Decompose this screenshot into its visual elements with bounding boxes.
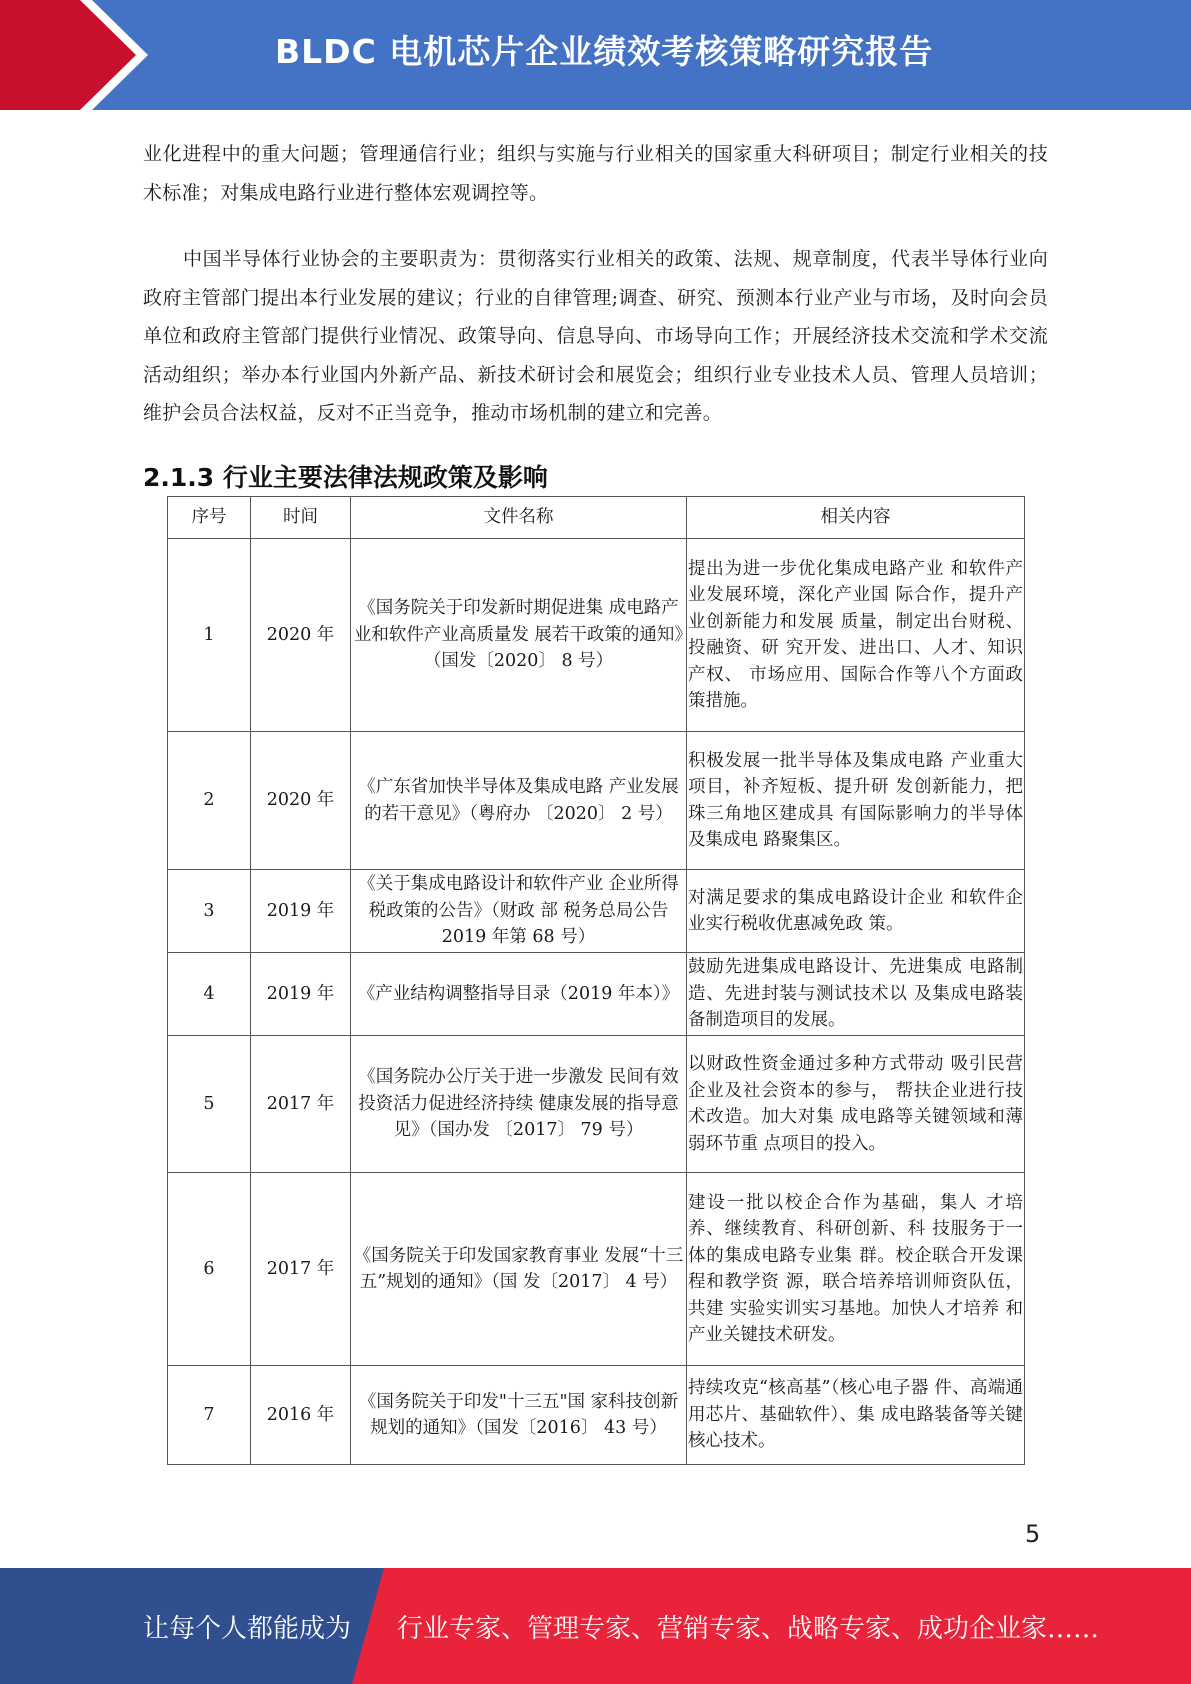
cell-no: 4 <box>168 953 251 1036</box>
cell-time: 2020 年 <box>251 539 351 732</box>
page-footer <box>0 1568 1191 1684</box>
cell-content: 鼓励先进集成电路设计、先进集成 电路制造、先进封装与测试技术以 及集成电路装备制造项目的发展。 <box>687 953 1025 1036</box>
report-title: BLDC 电机芯片企业绩效考核策略研究报告 <box>275 32 934 71</box>
cell-no: 1 <box>168 539 251 732</box>
table-row <box>168 1036 1025 1173</box>
cell-doc: 《国务院关于印发国家教育事业 发展“十三五”规划的通知》（国 发〔2017〕 4 号） <box>351 1173 687 1366</box>
cell-content: 积极发展一批半导体及集成电路 产业重大项目，补齐短板、提升研 发创新能力，把珠三角地区建成具 有国际影响力的半导体及集成电 路聚集区。 <box>687 732 1025 870</box>
table-row <box>168 953 1025 1036</box>
page-number: 5 <box>1025 1520 1041 1548</box>
header-time: 时间 <box>251 497 351 539</box>
cell-time: 2020 年 <box>251 732 351 870</box>
table-row <box>168 1173 1025 1366</box>
cell-doc: 《国务院关于印发新时期促进集 成电路产业和软件产业高质量发 展若干政策的通知》（国发〔2020〕 8 号） <box>351 539 687 732</box>
cell-doc: 《国务院关于印发"十三五"国 家科技创新规划的通知》（国发〔2016〕 43 号） <box>351 1366 687 1465</box>
cell-content: 提出为进一步优化集成电路产业 和软件产业发展环境，深化产业国 际合作，提升产业创新能力和发展 质量，制定出台财税、投融资、研 究开发、进出口、人才、知识产权、 市场应用、国际合作等八个方面政 策措施。 <box>687 539 1025 732</box>
table-row <box>168 732 1025 870</box>
cell-time: 2019 年 <box>251 953 351 1036</box>
cell-time: 2017 年 <box>251 1036 351 1173</box>
cell-no: 7 <box>168 1366 251 1465</box>
cell-doc: 《广东省加快半导体及集成电路 产业发展的若干意见》（粤府办 〔2020〕 2 号） <box>351 732 687 870</box>
cell-content: 对满足要求的集成电路设计企业 和软件企业实行税收优惠减免政 策。 <box>687 870 1025 953</box>
cell-content: 建设一批以校企合作为基础，集人 才培养、继续教育、科研创新、科 技服务于一体的集成电路专业集 群。校企联合开发课程和教学资 源，联合培养培训师资队伍，共建 实验实训实习基地。加快人才培养 和产业关键技术研发。 <box>687 1173 1025 1366</box>
cell-content: 持续攻克“核高基”（核心电子器 件、高端通用芯片、基础软件）、集 成电路装备等关键核心技术。 <box>687 1366 1025 1465</box>
cell-time: 2019 年 <box>251 870 351 953</box>
table-header-row <box>168 497 1025 539</box>
cell-no: 5 <box>168 1036 251 1173</box>
cell-time: 2016 年 <box>251 1366 351 1465</box>
cell-time: 2017 年 <box>251 1173 351 1366</box>
cell-no: 3 <box>168 870 251 953</box>
policy-table <box>167 496 1025 1465</box>
header-content: 相关内容 <box>687 497 1025 539</box>
footer-slogan-right: 行业专家、管理专家、营销专家、战略专家、成功企业家…… <box>397 1614 1100 1644</box>
cell-content: 以财政性资金通过多种方式带动 吸引民营企业及社会资本的参与， 帮扶企业进行技术改造。加大对集 成电路等关键领域和薄弱环节重 点项目的投入。 <box>687 1036 1025 1173</box>
page-header <box>0 0 1191 110</box>
footer-slogan-left: 让每个人都能成为 <box>143 1614 352 1644</box>
paragraph-association-duties: 中国半导体行业协会的主要职责为：贯彻落实行业相关的政策、法规、规章制度，代表半导体行业向政府主管部门提出本行业发展的建议；行业的自律管理;调查、研究、预测本行业产业与市场，及时向会员单位和政府主管部门提供行业情况、政策导向、信息导向、市场导向工作；开展经济技术交流和学术交流活动组织；举办本行业国内外新产品、新技术研讨会和展览会；组织行业专业技术人员、管理人员培训；维护会员合法权益，反对不正当竞争，推动市场机制的建立和完善。 <box>143 248 1048 424</box>
table-row <box>168 1366 1025 1465</box>
paragraph-continuation: 业化进程中的重大问题；管理通信行业；组织与实施与行业相关的国家重大科研项目；制定行业相关的技术标准；对集成电路行业进行整体宏观调控等。 <box>143 143 1048 204</box>
header-doc-name: 文件名称 <box>351 497 687 539</box>
table-row <box>168 539 1025 732</box>
cell-no: 2 <box>168 732 251 870</box>
header-no: 序号 <box>168 497 251 539</box>
table-row <box>168 870 1025 953</box>
section-heading: 2.1.3 行业主要法律法规政策及影响 <box>143 463 548 492</box>
cell-doc: 《产业结构调整指导目录（2019 年本）》 <box>351 953 687 1036</box>
cell-doc: 《国务院办公厅关于进一步激发 民间有效投资活力促进经济持续 健康发展的指导意见》（国办发 〔2017〕 79 号） <box>351 1036 687 1173</box>
cell-no: 6 <box>168 1173 251 1366</box>
cell-doc: 《关于集成电路设计和软件产业 企业所得税政策的公告》（财政 部 税务总局公告 2019 年第 68 号） <box>351 870 687 953</box>
